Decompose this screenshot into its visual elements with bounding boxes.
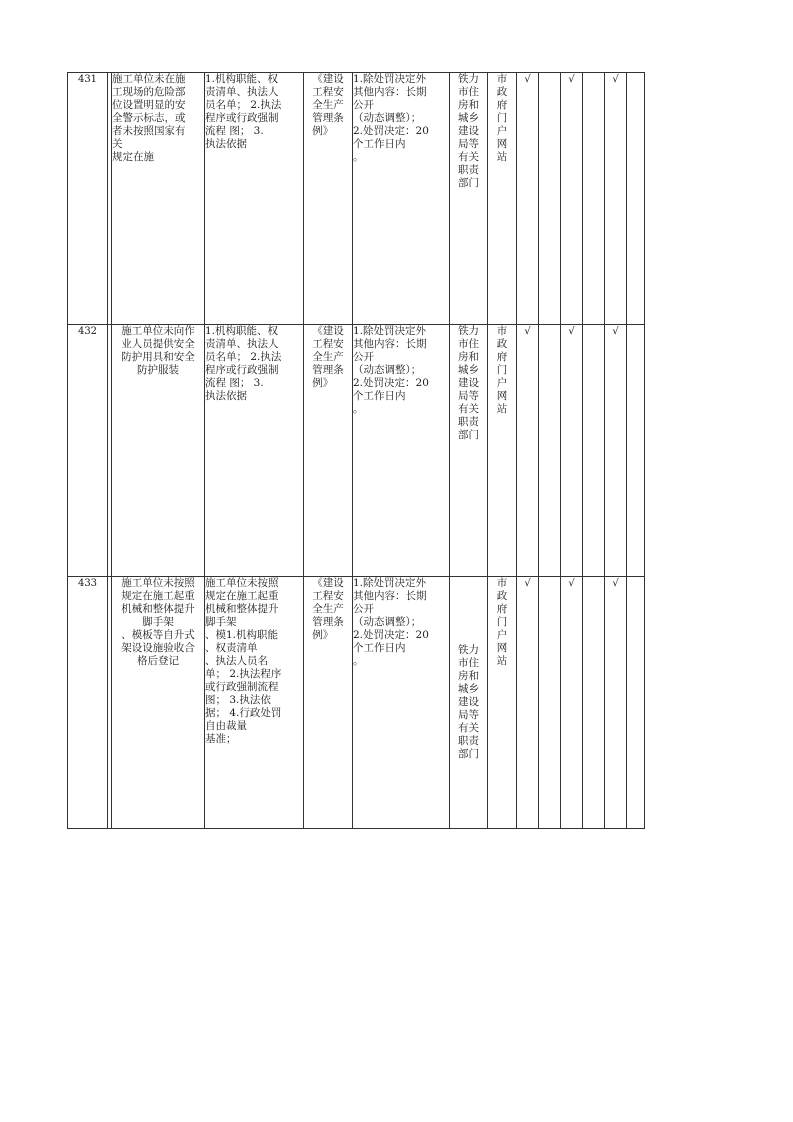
department: 铁力 市住 房和 城乡 建设 局等 有关 职责 部门 [458,644,479,760]
disclosure-period-cell [353,73,450,325]
table-row [68,325,645,577]
check-mark: √ [605,325,627,577]
check-mark: √ [605,73,627,325]
department-cell [450,73,488,325]
check-mark [583,325,605,577]
disclosure-period: 1.除处罚决定外 其他内容：长期 公开 （动态调整）； 2.处罚决定：20 个工作日内 。 [353,577,429,667]
legal-basis-cell [304,73,353,325]
disclosure-content-cell [205,577,304,829]
item-name: 施工单位未按照 规定在施工起重 机械和整体提升 脚手架 、模板等自升式 架设设施验收合 格后登记 [121,577,195,667]
legal-basis: 《建设 工程安 全生产 管理条 例》 [312,325,344,389]
disclosure-period-cell [353,325,450,577]
disclosure-table [67,72,645,829]
disclosure-period: 1.除处罚决定外 其他内容：长期 公开 （动态调整）； 2.处罚决定：20 个工作日内 。 [353,73,429,163]
item-name: 施工单位未在施 工现场的危险部 位设置明显的安 全警示标志，或 者未按照国家有 关 规定在施 [112,73,186,163]
disclosure-channel: 市 政 府 门 户 网 站 [496,325,508,415]
check-mark: √ [605,577,627,829]
item-name-cell [112,73,205,325]
department: 铁力 市住 房和 城乡 建设 局等 有关 职责 部门 [458,325,479,441]
disclosure-channel: 市 政 府 门 户 网 站 [496,577,508,667]
legal-basis-cell [304,577,353,829]
check-mark [539,577,561,829]
row-number: 433 [68,577,108,829]
item-name-cell [112,577,205,829]
check-mark: √ [517,73,539,325]
disclosure-content: 1.机构职能、权 责清单、执法人 员名单； 2.执法 程序或行政强制 流程 图； 3. 执法依据 [205,325,282,402]
disclosure-content-cell [205,325,304,577]
department-cell [450,325,488,577]
disclosure-period-cell [353,577,450,829]
channel-cell [488,325,517,577]
department: 铁力 市住 房和 城乡 建设 局等 有关 职责 部门 [458,73,479,189]
table-row [68,577,645,829]
legal-basis: 《建设 工程安 全生产 管理条 例》 [312,73,344,137]
item-name-cell [112,325,205,577]
check-mark [539,325,561,577]
channel-cell [488,577,517,829]
channel-cell [488,73,517,325]
disclosure-content: 施工单位未按照 规定在施工起重 机械和整体提升 脚手架 、模1.机构职能 、权责清单 、执法人员名 单； 2.执法程序 或行政强制流程 图； 3.执法依 据； 4.行政处罚 自由裁量 基准； [205,577,282,745]
check-mark: √ [517,325,539,577]
check-mark: √ [517,577,539,829]
disclosure-period: 1.除处罚决定外 其他内容：长期 公开 （动态调整）； 2.处罚决定：20 个工作日内 。 [353,325,429,415]
row-number: 432 [68,325,108,577]
row-number: 431 [68,73,108,325]
check-mark [583,577,605,829]
item-name: 施工单位未向作 业人员提供安全 防护用具和安全 防护服装 [121,325,195,376]
check-mark [627,577,645,829]
department-cell [450,577,488,829]
disclosure-content: 1.机构职能、权 责清单、执法人 员名单； 2.执法 程序或行政强制 流程 图； 3. 执法依据 [205,73,282,150]
legal-basis-cell [304,325,353,577]
table-row [68,73,645,325]
check-mark [583,73,605,325]
legal-basis: 《建设 工程安 全生产 管理条 例》 [312,577,344,641]
check-mark: √ [561,577,583,829]
check-mark: √ [561,325,583,577]
check-mark [627,325,645,577]
disclosure-content-cell [205,73,304,325]
check-mark [539,73,561,325]
check-mark [627,73,645,325]
check-mark: √ [561,73,583,325]
disclosure-channel: 市 政 府 门 户 网 站 [496,73,508,163]
